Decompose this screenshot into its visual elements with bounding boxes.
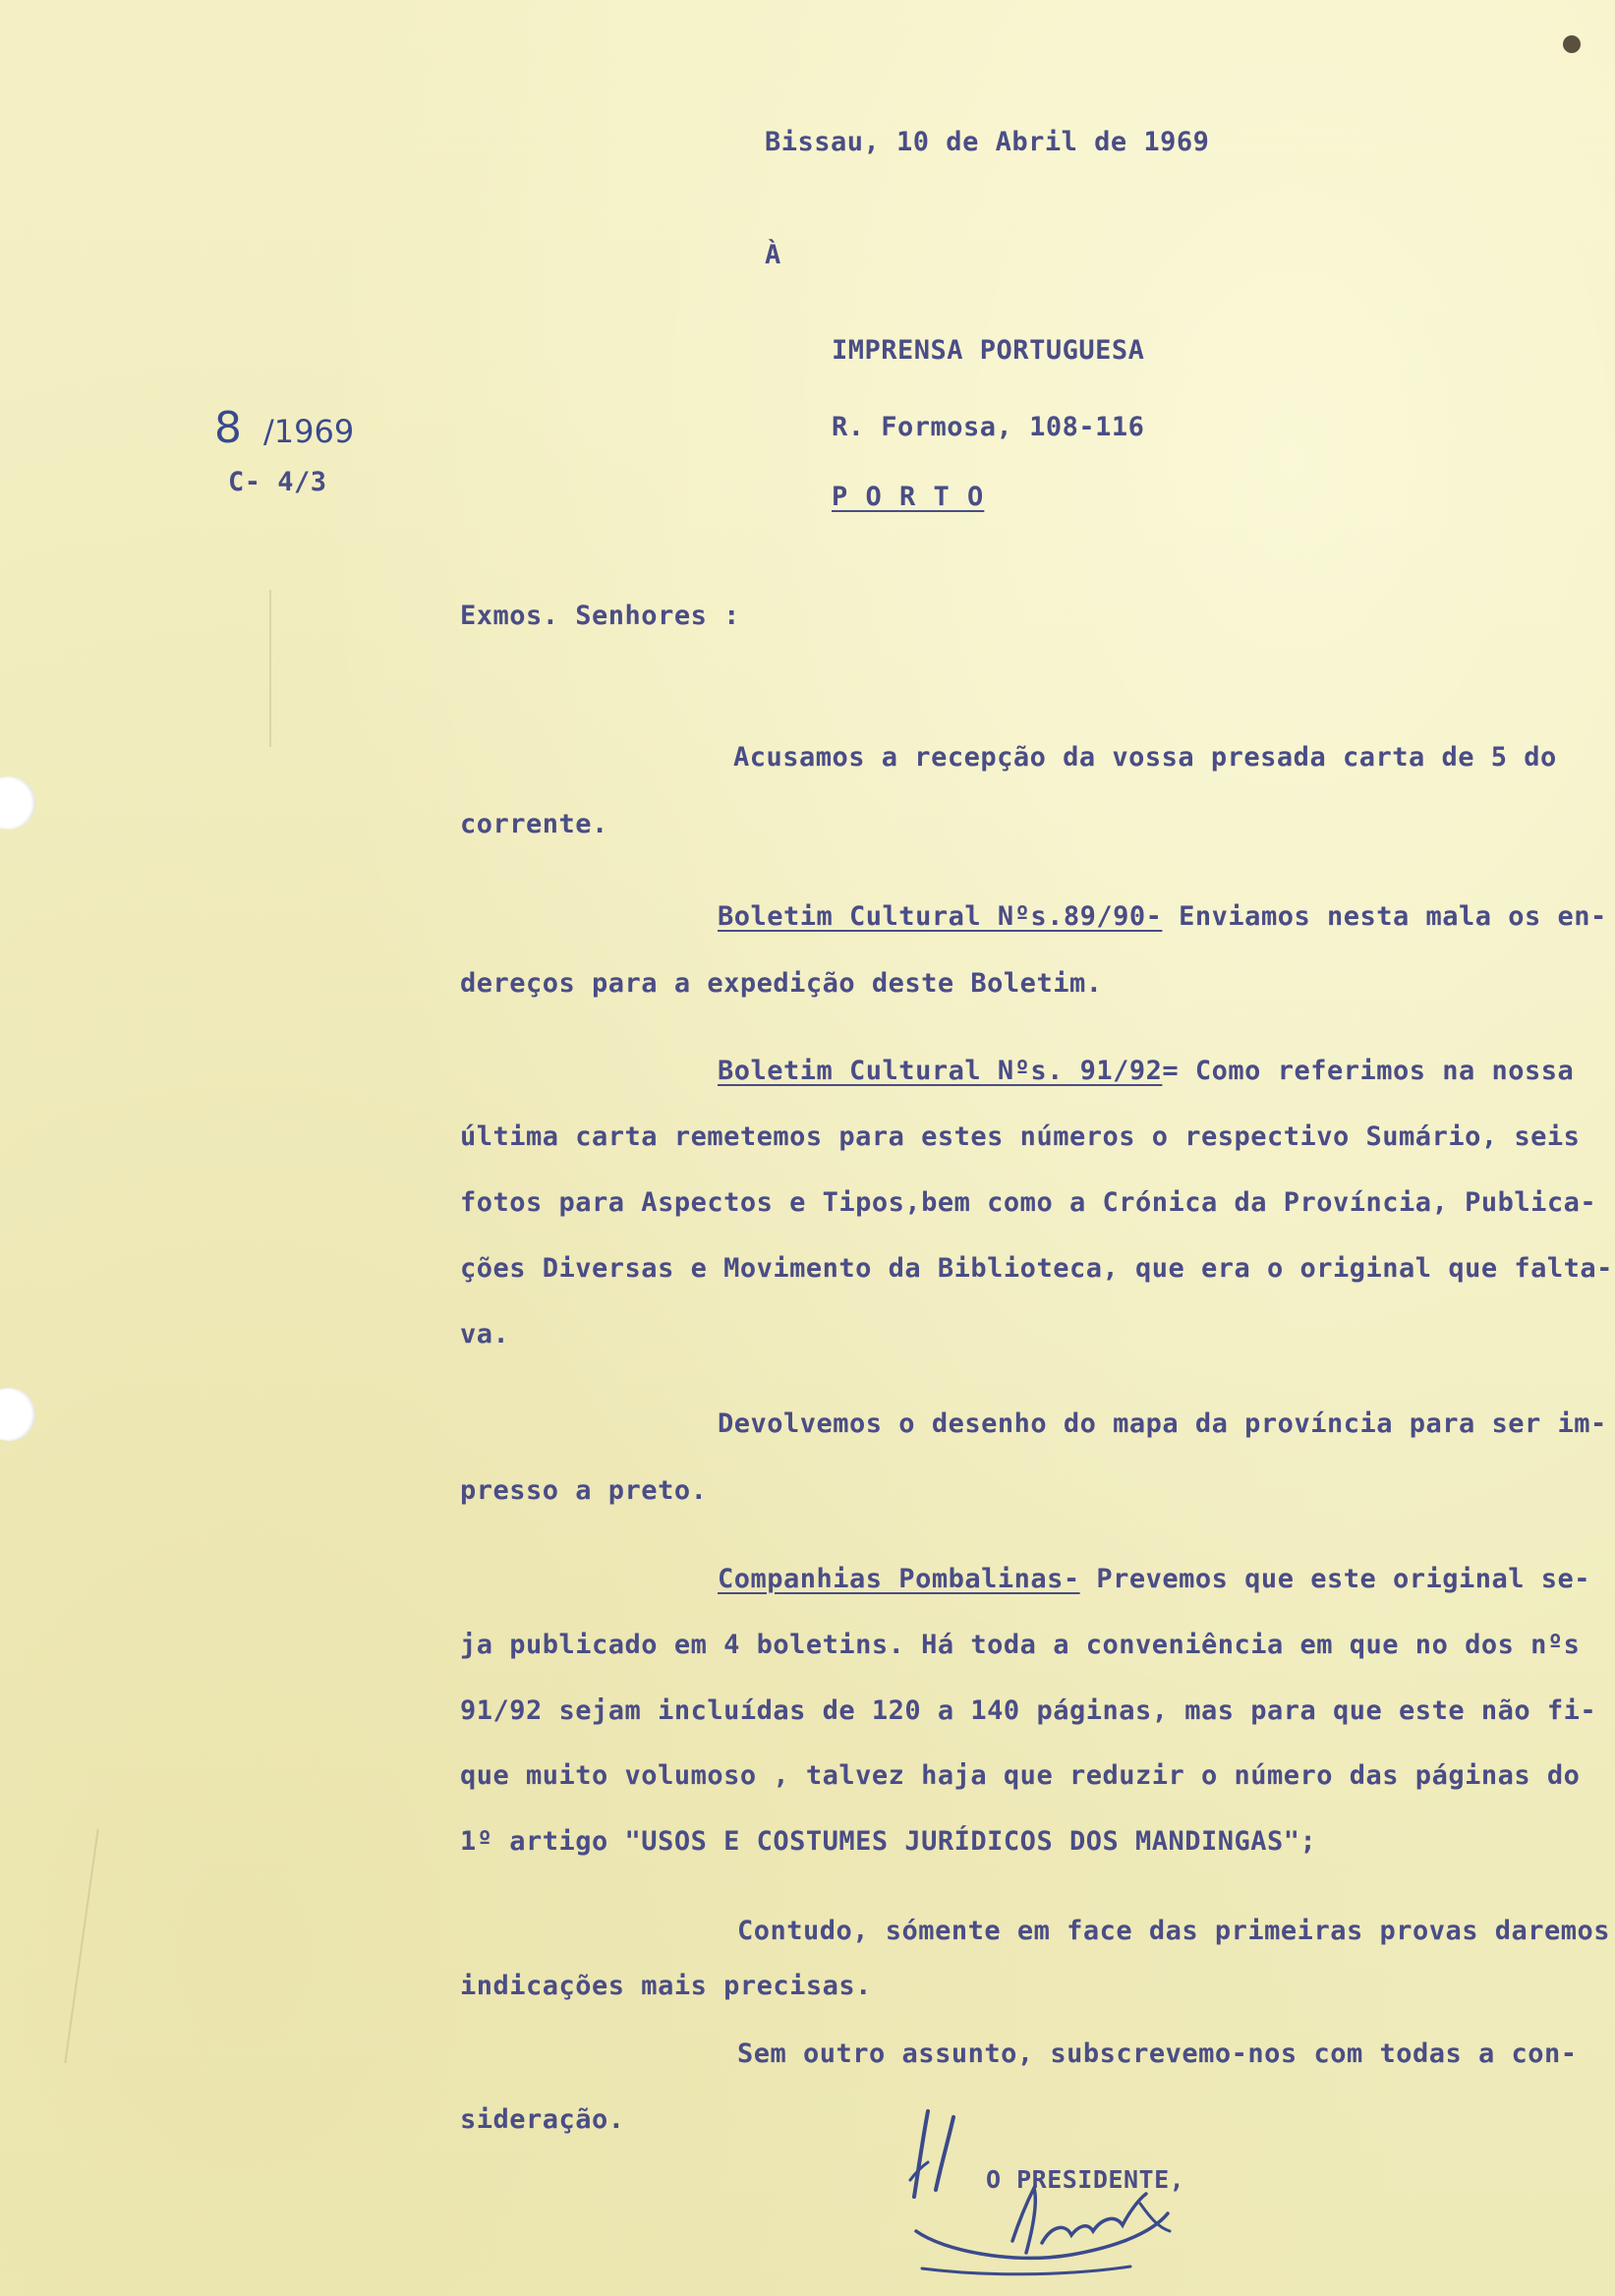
recipient-name: IMPRENSA PORTUGUESA bbox=[832, 335, 1145, 366]
paragraph-3-line-4: ções Diversas e Movimento da Biblioteca, que era o original que falta- bbox=[460, 1253, 1613, 1284]
paragraph-3-line-3: fotos para Aspectos e Tipos,bem como a Crónica da Província, Publica- bbox=[460, 1187, 1597, 1218]
paragraph-3-line-2: última carta remetemos para estes números o respectivo Sumário, seis bbox=[460, 1121, 1581, 1152]
recipient-city: P O R T O bbox=[832, 482, 985, 512]
recipient-address: R. Formosa, 108-116 bbox=[832, 412, 1145, 442]
boletim-89-90-heading: Boletim Cultural Nºs.89/90- bbox=[718, 901, 1163, 932]
paragraph-5-line-4: que muito volumoso , talvez haja que reduzir o número das páginas do bbox=[460, 1760, 1581, 1791]
paragraph-2-line-2: dereços para a expedição deste Boletim. bbox=[460, 968, 1103, 999]
fold-mark bbox=[269, 590, 271, 747]
paragraph-6-line-2: indicações mais precisas. bbox=[460, 1971, 872, 2001]
paragraph-3-line-1 bbox=[718, 1055, 1574, 1088]
paragraph-1-line-1: Acusamos a recepção da vossa presada carta de 5 do bbox=[733, 742, 1557, 773]
reference-code: C- 4/3 bbox=[228, 467, 327, 497]
paragraph-2-line-1 bbox=[718, 900, 1607, 934]
paragraph-7-line-2: sideração. bbox=[460, 2104, 625, 2135]
salutation: Exmos. Senhores : bbox=[460, 601, 740, 631]
ink-spot bbox=[1563, 35, 1581, 53]
reference-year: /1969 bbox=[263, 413, 355, 450]
companhias-pombalinas-heading: Companhias Pombalinas- bbox=[718, 1564, 1080, 1594]
punch-hole-bottom bbox=[0, 1388, 35, 1441]
date-line: Bissau, 10 de Abril de 1969 bbox=[765, 127, 1210, 157]
paragraph-7-line-1: Sem outro assunto, subscrevemo-nos com todas a con- bbox=[737, 2038, 1578, 2069]
paragraph-5-line-5: 1º artigo "USOS E COSTUMES JURÍDICOS DOS MANDINGAS"; bbox=[460, 1826, 1317, 1857]
paragraph-5-line-1-text: Prevemos que este original se- bbox=[1079, 1564, 1591, 1594]
paragraph-5-line-3: 91/92 sejam incluídas de 120 a 140 páginas, mas para que este não fi- bbox=[460, 1695, 1597, 1726]
reference-number: 8 bbox=[214, 403, 242, 453]
signature bbox=[904, 2174, 1199, 2282]
paragraph-3-line-5: va. bbox=[460, 1319, 510, 1349]
paragraph-3-line-1-text: = Como referimos na nossa bbox=[1162, 1056, 1575, 1086]
paragraph-4-line-1: Devolvemos o desenho do mapa da província para ser im- bbox=[718, 1408, 1607, 1439]
paragraph-4-line-2: presso a preto. bbox=[460, 1475, 708, 1506]
fold-mark-lower bbox=[64, 1829, 98, 2063]
paragraph-1-line-2: corrente. bbox=[460, 809, 608, 839]
to-line: À bbox=[765, 240, 781, 270]
paragraph-2-line-1-text: Enviamos nesta mala os en- bbox=[1162, 901, 1607, 932]
signatory-title: O PRESIDENTE, bbox=[986, 2165, 1185, 2194]
paragraph-5-line-2: ja publicado em 4 boletins. Há toda a conveniência em que no dos nºs bbox=[460, 1630, 1581, 1660]
punch-hole-top bbox=[0, 776, 35, 830]
paragraph-5-line-1 bbox=[718, 1563, 1590, 1596]
paragraph-6-line-1: Contudo, sómente em face das primeiras provas daremos bbox=[737, 1916, 1611, 1946]
boletim-91-92-heading: Boletim Cultural Nºs. 91/92 bbox=[718, 1056, 1163, 1086]
